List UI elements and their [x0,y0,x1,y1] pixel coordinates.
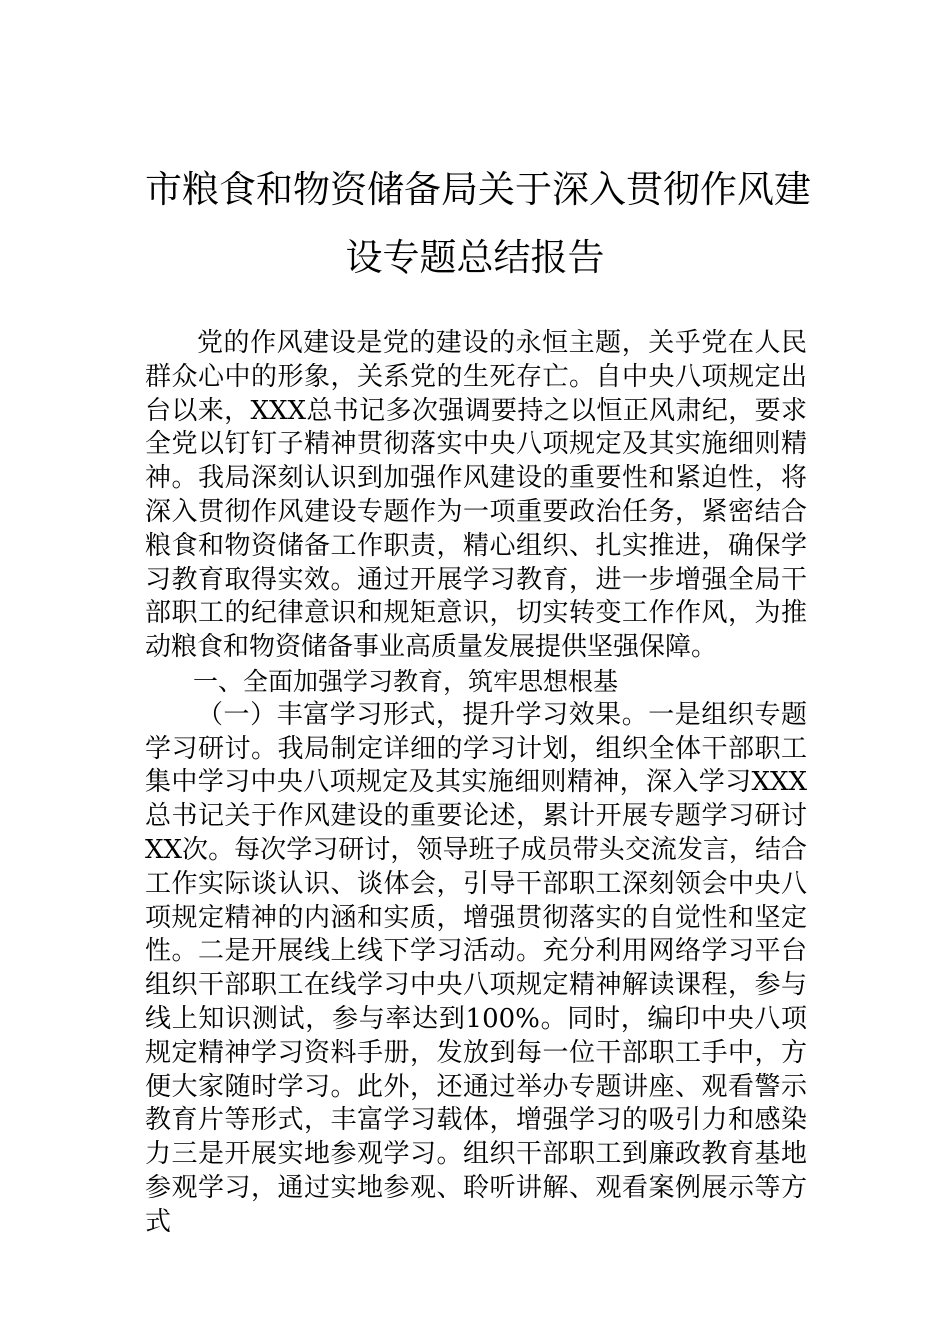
document-title-line-2: 设专题总结报告 [345,236,605,279]
document-title-line-1: 市粮食和物资储备局关于深入贯彻作风建 [145,168,811,211]
section-1-paragraph-1: （一）丰富学习形式，提升学习效果。一是组织专题学习研讨。我局制定详细的学习计划，组织全体干部职工集中学习中央八项规定及其实施细则精神，深入学习XXX总书记关于作风建设的重要论述，累计开展专题学习研讨XX次。每次学习研讨，领导班子成员带头交流发言，结合工作实际谈认识、谈体会，引导干部职工深刻领会中央八项规定精神的内涵和实质，增强贯彻落实的自觉性和坚定性。二是开展线上线下学习活动。充分利用网络学习平台组织干部职工在线学习中央八项规定精神解读课程，参与线上知识测试，参与率达到100%。同时，编印中央八项规定精神学习资料手册，发放到每一位干部职工手中，方便大家随时学习。此外，还通过举办专题讲座、观看警示教育片等形式，丰富学习载体，增强学习的吸引力和感染力三是开展实地参观学习。组织干部职工到廉政教育基地参观学习，通过实地参观、聆听讲解、观看案例展示等方式 [145,699,807,1237]
intro-paragraph: 党的作风建设是党的建设的永恒主题，关乎党在人民群众心中的形象，关系党的生死存亡。自中央八项规定出台以来，XXX总书记多次强调要持之以恒正风肃纪，要求全党以钉钉子精神贯彻落实中央八项规定及其实施细则精神。我局深刻认识到加强作风建设的重要性和紧迫性，将深入贯彻作风建设专题作为一项重要政治任务，紧密结合粮食和物资储备工作职责，精心组织、扎实推进，确保学习教育取得实效。通过开展学习教育，进一步增强全局干部职工的纪律意识和规矩意识，切实转变工作作风，为推动粮食和物资储备事业高质量发展提供坚强保障。 [145,328,807,663]
document-body [145,327,807,1240]
section-heading-1: 一、全面加强学习教育，筑牢思想根基 [193,666,619,696]
